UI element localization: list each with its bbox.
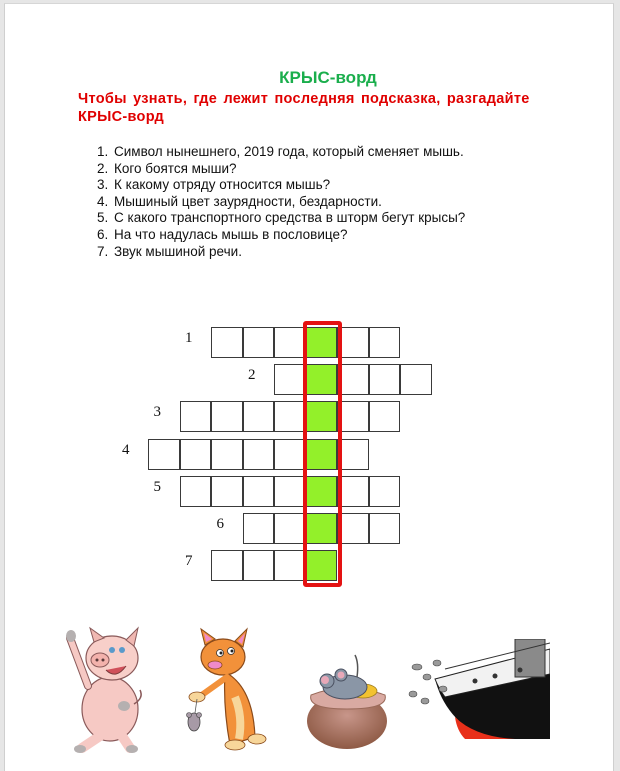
question-number: 7.	[97, 243, 109, 259]
crossword-cell[interactable]	[243, 439, 275, 470]
instruction-text: Чтобы узнать, где лежит последняя подсказка, разгадайте КРЫС-ворд	[78, 91, 530, 125]
document-page	[4, 3, 614, 771]
question-text: Мышиный цвет заурядности, бездарности.	[114, 193, 382, 209]
crossword-row-number: 2	[248, 367, 256, 384]
cat-with-mouse-illustration	[175, 627, 275, 752]
question-text: К какому отряду относится мышь?	[114, 177, 331, 193]
crossword-cell[interactable]	[369, 476, 401, 507]
question-text: Кого боятся мыши?	[114, 160, 237, 176]
crossword-row-number: 4	[122, 441, 130, 458]
question-number: 4.	[97, 193, 109, 209]
crossword-cell[interactable]	[243, 401, 275, 432]
crossword-row-number: 3	[153, 404, 161, 421]
crossword-cell[interactable]	[211, 327, 243, 358]
crossword-cell[interactable]	[369, 327, 401, 358]
mouse-on-sack-illustration	[297, 651, 397, 751]
crossword-cell[interactable]	[211, 439, 243, 470]
crossword-cell[interactable]	[243, 327, 275, 358]
crossword-cell[interactable]	[400, 364, 432, 395]
document-title: КРЫС-ворд	[279, 68, 377, 87]
crossword-cell[interactable]	[274, 439, 306, 470]
crossword-cell[interactable]	[274, 327, 306, 358]
illustrations	[5, 619, 613, 769]
crossword-cell[interactable]	[211, 476, 243, 507]
crossword-cell[interactable]	[243, 550, 275, 581]
crossword-cell[interactable]	[369, 513, 401, 544]
key-column-outline	[303, 321, 342, 587]
question-number: 1.	[97, 144, 109, 159]
crossword-cell[interactable]	[243, 513, 275, 544]
pig-illustration	[60, 624, 155, 754]
crossword-cell[interactable]	[211, 550, 243, 581]
question-number: 5.	[97, 210, 109, 226]
crossword-cell[interactable]	[369, 364, 401, 395]
crossword-cell[interactable]	[274, 401, 306, 432]
crossword-cell[interactable]	[211, 401, 243, 432]
question-text: С какого транспортного средства в шторм бегут крысы?	[114, 210, 466, 226]
crossword-row-number: 5	[153, 478, 161, 495]
crossword-row-number: 6	[216, 516, 224, 532]
crossword-row-number: 1	[185, 330, 193, 346]
crossword-cell[interactable]	[274, 476, 306, 507]
rats-fleeing-ship-illustration	[405, 639, 550, 744]
crossword-cell[interactable]	[243, 476, 275, 507]
question-text: Звук мышиной речи.	[114, 243, 242, 259]
question-number: 6.	[97, 226, 109, 242]
question-number: 2.	[97, 160, 109, 176]
question-text: Символ нынешнего, 2019 года, который сменяет мышь.	[114, 144, 464, 159]
crossword-cell[interactable]	[274, 550, 306, 581]
question-number: 3.	[97, 177, 109, 193]
crossword-cell[interactable]	[180, 401, 212, 432]
crossword-row-number: 7	[185, 553, 193, 570]
crossword-cell[interactable]	[369, 401, 401, 432]
crossword-cell[interactable]	[180, 439, 212, 470]
crossword-cell[interactable]	[148, 439, 180, 470]
crossword-cell[interactable]	[274, 513, 306, 544]
question-text: На что надулась мышь в пословице?	[114, 226, 348, 242]
crossword-cell[interactable]	[180, 476, 212, 507]
crossword-cell[interactable]	[274, 364, 306, 395]
